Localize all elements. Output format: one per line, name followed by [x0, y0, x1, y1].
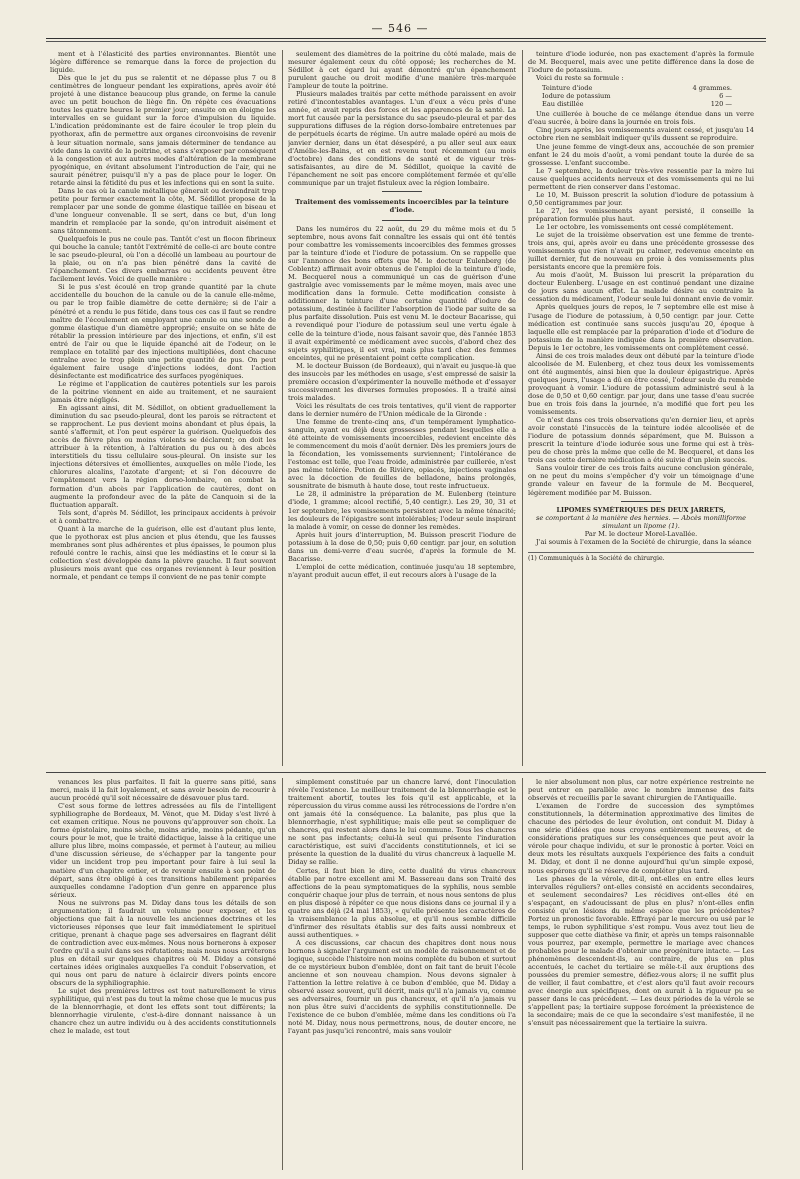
paragraph: Une jeune femme de vingt-deux ans, accouchée de son premier enfant le 24 du mois d'août, a vomi pendant toute la durée de sa grossesse. L'enfant succombe. [528, 142, 754, 167]
formula-quantity: 120 — [710, 100, 732, 109]
paragraph: venances les plus parfaites. Il fait la guerre sans pitié, sans merci, mais il la fait loyalement, et sans avoir besoin de recourir à aucun procédé qu'il soit nécessaire de désavouer plus tard. [50, 778, 276, 803]
paragraph: L'emploi de cette médication, continuée jusqu'au 18 septembre, n'ayant produit aucun effet, il eut recours alors à l'usage de la [288, 562, 516, 579]
paragraph: A ces discussions, car chacun des chapitres dont nous nous bornons à signaler l'argument est un modèle de raisonnement et de logique, succède l'histoire non moins complète du bubon et surtout de ce mystérieux bubon d'emblée, dont on fait tant de bruit l'école ancienne et son nouveau champion. Nous devons signaler à l'attention la lettre relative à ce bubon d'emblée, que M. Diday a observé assez souvent, qu'il décrit, mais qu'il n'a jamais vu, comme ses adversaires, fournir un pus chancreux, et qu'il n'a jamais vu non plus être suivi d'accidents de syphilis constitutionnelle. De l'existence de ce bubon d'emblée, même dans les conditions où l'a noté M. Diday, nous nous permettrons, nous, de douter encore, ne l'ayant pas jusqu'ici rencontré, mais sans vouloir [288, 938, 516, 1036]
formula-quantity: 4 grammes. [692, 84, 732, 93]
column-divider [282, 50, 283, 766]
formula-ingredient: Iodure de potassium [542, 92, 611, 101]
paragraph: Quant à la marche de la guérison, elle est d'autant plus lente, que le pyothorax est plus ancien et plus étendu, que les fausses membranes sont plus adhérentes et plus épaisses, le poumon plus refoulé contre le rachis, ainsi que les médiastins et le cœur si la collection s'est développée dans la plèvre gauche. Il faut souvent plusieurs mois avant que ces organes reviennent à leur position normale, et pendant ce temps il convient de ne pas tenir compte [50, 524, 276, 582]
paragraph: Le sujet des premières lettres est tout naturellement le virus syphilitique, qui n'est pas du tout la même chose que le mucus pus de la blennorrhagie, et dont les effets sont tout différents; la blennorrhagie virulente, c'est-à-dire donnant naissance à un chancre chez un autre individu ou à des accidents constitutionnels chez le malade, est tout [50, 987, 276, 1036]
bottom-column-1 [50, 778, 276, 1173]
section-text: J'ai soumis à l'examen de la Société de chirurgie, dans la séance [536, 537, 752, 546]
paragraph: C'est sous forme de lettres adressées au fils de l'intelligent syphiliographe de Bordeaux, M. Vénot, que M. Diday s'est livré à cet examen critique. Nous ne pouvons qu'approuver son choix. La forme épistolaire, moins sèche, moins aride, moins pédante, qu'un cours pour le mot, que le traité didactique, laisse à la critique une allure plus libre, moins compassée, et permet à l'auteur, au milieu d'une discussion sérieuse, de s'échapper par la tangente pour vider un incident trop peu important pour faire à lui seul la matière d'un chapitre entier, et de revenir ensuite à son point de départ, sans être obligé à ces transitions habilement préparées auxquelles condamne l'adoption d'un genre en apparence plus sérieux. [50, 802, 276, 899]
formula-row [542, 92, 732, 100]
paragraph: Le 1er octobre, les vomissements ont cessé complétement. [536, 222, 734, 231]
separator-rule [382, 191, 422, 192]
footnote: (1) Communiqués à la Société de chirurgie. [528, 552, 754, 563]
paragraph: Le régime et l'application de cautères potentiels sur les parois de la poitrine viennent en aide au traitement, et ne sauraient jamais être négligés. [50, 379, 276, 405]
paragraph: Voici du reste sa formule : [536, 74, 624, 83]
paragraph: Si le pus s'est écoulé en trop grande quantité par la chute accidentelle du bouchon de la canule ou de la canule elle-même, ou par le trop faible diamètre de cette dernière; si de l'air a pénétré et a rendu le pus fétide, dans tous ces cas il faut se rendre maître de l'écoulement en employant une canule ou une sonde de gomme élastique d'un diamètre approprié; ensuite on se hâte de rétablir la pression intérieure par des injections, et enfin, s'il est entré de l'air ou que le liquide épanché ait de l'odeur, on le remplace en totalité par des injections multipliées, dont chacune entraîne avec le trop plein une petite quantité de pus. On peut également faire usage d'injections iodées, dont l'action désinfectante est modificatrice des surfaces pyogéniques. [50, 283, 276, 380]
header-rule-thin [46, 41, 766, 42]
section-title-lipomes: LIPOMES SYMÉTRIQUES DES DEUX JARRETS, [556, 505, 726, 514]
paragraph: Après huit jours d'interruption, M. Buisson prescrit l'iodure de potassium à la dose de 0,50; puis 0,60 centigr. par jour, en solution dans un demi-verre d'eau sucrée, d'après la formule de M. Bacarisse. [288, 530, 516, 563]
paragraph: Ce n'est dans ces trois observations qu'en dernier lieu, et après avoir constaté l'insuccès de la teinture iodée alcoolisée et de l'iodure de potassium donnés séparément, que M. Buisson a prescrit la teinture d'iode iodurée sous une forme qui est à très-peu de chose près la même que celle de M. Becquerel, et dans les trois cas cette dernière médication a été suivie d'un plein succès. [528, 416, 754, 465]
paragraph: Une femme de trente-cinq ans, d'un tempérament lymphatico-sanguin, ayant eu déjà deux grossesses pendant lesquelles elle a été atteinte de vomissements incoercibles, redevient enceinte dès le commencement du mois d'août dernier. Dès les premiers jours de la fécondation, les vomissements surviennent; l'intolérance de l'estomac est telle, que l'eau froide, administrée par cuillerée, n'est pas même tolérée. Potion de Rivière, opiacés, injections vaginales avec la décoction de feuilles de belladone, bains prolongés, sousnitrate de bismuth à haute dose, tout reste infructueux. [288, 418, 516, 491]
formula-list [542, 84, 754, 108]
paragraph: seulement des diamètres de la poitrine du côté malade, mais de mesurer également ceux du côté opposé; les recherches de M. Sédillot à cet égard lui ayant démontré qu'un épanchement purulent gauche ou droit modifie d'une manière très-marquée l'ampleur de toute la poitrine. [288, 50, 516, 91]
paragraph: Le sujet de la troisième observation est une femme de trente-trois ans, qui, après avoir eu dans une précédente grossesse des vomissements que rien n'avait pu calmer, redevenue enceinte en juillet dernier, fut de nouveau en proie à des vomissements plus persistants encore que la première fois. [528, 231, 754, 272]
paragraph: Après quelques jours de repos, le 7 septembre elle est mise à l'usage de l'iodure de potassium, à 0,50 centigr. par jour. Cette médication est continuée sans succès jusqu'au 20, époque à laquelle elle est remplacée par la préparation d'iode et d'iodure de potassium de la manière indiquée dans la première observation. Depuis le 1er octobre, les vomissements ont complétement cessé. [528, 303, 754, 352]
paragraph: ment et à l'élasticité des parties environnantes. Bientôt une légère différence se remarque dans la force de projection du liquide. [50, 50, 276, 75]
paragraph: teinture d'iode iodurée, non pas exactement d'après la formule de M. Becquerel, mais avec une petite différence dans la dose de l'iodure de potassium. [528, 50, 754, 75]
formula-row [542, 84, 732, 92]
header-rule [46, 38, 766, 39]
paragraph: Sans vouloir tirer de ces trois faits aucune conclusion générale, on ne peut du moins s'empêcher d'y voir un témoignage d'une grande valeur en faveur de la formule de M. Becquerel, légèrement modifiée par M. Buisson. [528, 464, 754, 497]
bottom-column-2 [288, 778, 516, 1173]
page-number: — 546 — [371, 22, 429, 35]
column-divider [282, 778, 283, 1170]
paragraph: Le 28, il administre la préparation de M. Eulenberg (teinture d'iode, 1 gramme; alcool rectifié, 5,40 centigr.). Les 29, 30, 31 et 1er septembre, les vomissements persistent avec la même ténacité; les douleurs de l'épigastre sont intolérables; l'odeur seule inspirant la malade à vomir, on cesse de donner les remèdes. [288, 490, 516, 531]
paragraph: Le 10, M. Buisson prescrit la solution d'iodure de potassium à 0,50 centigrammes par jour. [528, 190, 754, 207]
column-divider [522, 50, 523, 766]
separator-rule [382, 220, 422, 221]
paragraph: le nier absolument non plus, car notre expérience restreinte ne peut entrer en parallèle avec le nombre immense des faits observés et recueillis par le savant chirurgien de l'Antiquaille. [528, 778, 754, 803]
formula-ingredient: Teinture d'iode [542, 84, 593, 93]
formula-ingredient: Eau distillée [542, 100, 584, 109]
paragraph: Cinq jours après, les vomissements avaient cessé, et jusqu'au 14 octobre rien ne semblait indiquer qu'ils dussent se reproduire. [528, 126, 754, 143]
section-divider [46, 772, 766, 773]
bottom-column-3 [528, 778, 754, 1173]
top-column-1 [50, 50, 276, 770]
paragraph: Nous ne suivrons pas M. Diday dans tous les détails de son argumentation; il faudrait un volume pour exposer, et les objections que fait à la nouvelle les anciennes doctrines et les victorieuses réponses que leur fait immédiatement le spirituel critique, prenant à chaque page ses adversaires en flagrant délit de contradiction avec eux-mêmes. Nous nous bornerons à exposer l'ordre qu'il a suivi dans ses réfutations; mais nous nous arrêterons plus en détail sur quelques chapitres où M. Diday a consigné certaines idées originales auxquelles l'a conduit l'observation, et qui nous ont paru de nature à éclaircir divers points encore obscurs de la syphiliographie. [50, 898, 276, 988]
section-subtitle-lipomes: se comportant à la manière des hernies. — Abcès monilliforme simulant un lipome (1). [535, 513, 747, 530]
paragraph: Plusieurs malades traités par cette méthode paraissent en avoir retiré d'incontestables avantages. L'un d'eux a vécu près d'une année, et avait repris des forces et les apparences de la santé. La mort fut causée par la persistance du sac pseudo-pleural et par des suppurations diffuses de la région dorso-lombaire entretenues par de perpétuels écarts de régime. Un autre malade opéré au mois de janvier dernier, dans un état désespéré, a pu aller seul aux eaux d'Amélie-les-Bains, et en est revenu tout récemment (au mois d'octobre) dans des conditions de santé et de vigueur très-satisfaisantes, au dire de M. Sédillot, quoique la cavité de l'épanchement ne soit pas encore complétement fermée et qu'elle communique par un trajet fistuleux avec la région lombaire. [288, 90, 516, 187]
paragraph: Tels sont, d'après M. Sédillot, les principaux accidents à prévoir et à combattre. [50, 508, 276, 525]
separator-rule [621, 501, 661, 502]
paragraph: Le 27, les vomissements ayant persisté, il conseille la préparation formulée plus haut. [528, 206, 754, 223]
paragraph: M. le docteur Buisson (de Bordeaux), qui n'avait eu jusque-là que des insuccès par les méthodes en usage, s'est empressé de saisir la première occasion d'expérimenter la nouvelle méthode et d'essayer successivement les diverses formules proposées. Il a traité ainsi trois malades. [288, 361, 516, 402]
column-divider [522, 778, 523, 1170]
top-column-3 [528, 50, 754, 770]
paragraph: Dans les numéros du 22 août, du 29 du même mois et du 5 septembre, nous avons fait connaître les essais qui ont été tentés pour combattre les vomissements incoercibles des femmes grosses par la teinture d'iode et l'iodure de potassium. On se rappelle que sur l'annonce des bons effets que M. le docteur Eulenberg (de Coblentz) affirmait avoir obtenus de l'emploi de la teinture d'iode, M. Becquerel nous a communiqué un cas de guérison d'une gastralgie avec vomissements par le même moyen, mais avec une modification dans la formule. Cette modification consiste à additionner la teinture d'une certaine quantité d'iodure de potassium, destinée à faciliter l'absorption de l'iode par suite de sa plus parfaite dissolution. Puis est venu M. le docteur Bacarisse, qui a revendiqué pour l'iodure de potassium seul une vertu égale à celle de la teinture d'iode, nous faisant savoir que, dès l'année 1853 il avait expérimenté ce médicament avec succès, d'abord chez des sujets syphilitiques, il est vrai, mais plus tard chez des femmes enceintes, qui ne présentaient point cette complication. [288, 224, 516, 362]
paragraph: Voici les résultats de ces trois tentatives, qu'il vient de rapporter dans le dernier numéro de l'Union médicale de la Gironde : [288, 401, 516, 418]
paragraph: Dans le cas où la canule métallique gênerait ou deviendrait trop petite pour fermer exactement la côte, M. Sédillot propose de la remplacer par une sonde de gomme élastique taillée en biseau et d'une longueur convenable. Il se sert, dans ce but, d'un long mandrin et remplacée par la sonde, qu'on introduit aisément et sans tâtonnement. [50, 186, 276, 236]
section-author: Par M. le docteur Morel-Lavallée. [584, 529, 698, 538]
paragraph: Quelquefois le pus ne coule pas. Tantôt c'est un flocon fibrineux qui bouche la canule; tantôt l'extrémité de celle-ci arc boute contre le sac pseudo-pleural, où l'on a décollé un lambeau au pourtour de la plaie, ou on n'a pas bien pénétré dans la cavité de l'épanchement. Ces divers embarras ou accidents peuvent être facilement levés. Voici de quelle manière : [50, 235, 276, 284]
top-column-2 [288, 50, 516, 770]
formula-quantity: 6 — [719, 92, 732, 101]
paragraph: Au mois d'août, M. Buisson lui prescrit la préparation du docteur Eulenberg. L'usage en est continué pendant une dizaine de jours sans aucun effet. La malade désire au contraire la cessation du médicament, l'odeur seule lui donnant envie de vomir. [528, 271, 754, 304]
paragraph: En agissant ainsi, dit M. Sédillot, on obtient graduellement la diminution du sac pseudo-pleural, dont les parois se rétractent et se rapprochent. Le pus devient moins abondant et plus épais, la santé s'affermit, et l'on peut espérer la guérison. Quelquefois des accès de fièvre plus ou moins violents se déclarent; on doit les attribuer à la rétention, à l'altération du pus ou à des abcès interstitiels du tissu cellulaire sous-pleural. On insiste sur les injections détersives et émollientes, auxquelles on mêle l'iode, les chlorures alcalins, l'azotate d'argent; et si l'on découvre de l'empâtement vers la région dorso-lombaire, on combat la formation d'un abcès par l'application de cautères, dont on augmente la profondeur avec de la pâte de Canquoin si de la fluctuation apparaît. [50, 404, 276, 509]
paragraph: Dès que le jet du pus se ralentit et ne dépasse plus 7 ou 8 centimètres de longueur pendant les expirations, après avoir été projeté à une distance beaucoup plus grande, on ferme la canule avec un petit bouchon de liège fin. On répète ces évacuations toutes les quatre heures le premier jour; ensuite on en éloigne les intervalles en se guidant sur la force d'impulsion du liquide. L'indication prédominante est de faire écouler le trop plein du pyothorax, afin de permettre aux organes circonvoisins de revenir à leur situation normale, sans jamais déterminer de tendance au vide dans la cavité de la poitrine, et sans s'exposer par conséquent à la congestion et aux autres modes d'altération de la membrane pyogénique, en évitant absolument l'introduction de l'air, qui ne saurait pénétrer, puisqu'il n'y a pas de place pour le loger. On retarde ainsi la fétidité du pus et les infections qui en sont la suite. [50, 74, 276, 187]
paragraph: Les phases de la vérole, dit-il, ont-elles en entre elles leurs intervalles réguliers? ont-elles consisté en accidents secondaires, et seulement secondaires? Les récidives ont-elles été en s'espaçant, en s'adoucissant de plus en plus? n'ont-elles enfin consisté qu'en lésions du même espèce que les précédentes? Portez un pronostic favorable. Effrayé par le mercure ou usé par le temps, le rubon syphilitique s'est rompu. Vous avez tout lieu de supposer que cette diathèse va finir, et après un temps raisonnable vous pourrez, par exemple, permettre le mariage avec chances probables pour le malade d'obtenir une progéniture intacte. — Les phénomènes descendent-ils, au contraire, de plus en plus accentués, le cachet du tertiaire se mêle-t-il aux éruptions des poussées du premier semestre, défiez-vous alors; il ne suffit plus de veiller, il faut combattre, et c'est alors qu'il faut avoir recours avec énergie aux spécifiques, dont on aurait à la rigueur pu se passer dans le cas précédent. — Les deux périodes de la vérole se s'appellent pas; la tertiaire suppose forcément la préexistence de la secondaire; mais de ce que la secondaire s'est manifestée, il ne s'ensuit pas nécessairement que la tertiaire la suivra. [528, 874, 754, 1028]
paragraph: Une cuillerée à bouche de ce mélange étendue dans un verre d'eau sucrée, à boire dans la journée en trois fois. [528, 110, 754, 127]
section-title-vomissements: Traitement des vomissements incoercibles par la teinture d'iode. [295, 197, 509, 214]
paragraph: Certes, il faut bien le dire, cette dualité du virus chancreux établie par notre excellent ami M. Bassereau dans son Traité des affections de la peau symptomatiques de la syphilis, nous semble conquérir chaque jour plus de terrain, et nous nous sentons de plus en plus disposé à répéter ce que nous disions dans ce journal il y a quatre ans déjà (24 mai 1853), « qu'elle présente les caractères de la vraisemblance la plus absolue, et qu'il nous semble difficile d'infirmer des résultats établis sur des faits aussi nombreux et aussi authentiques. » [288, 866, 516, 939]
paragraph: Le 7 septembre, la douleur très-vive ressentie par la mère lui cause quelques accidents nerveux et des vomissements qui ne lui permettent de rien conserver dans l'estomac. [528, 166, 754, 191]
paragraph: simplement constituée par un chancre larvé, dont l'inoculation révèle l'existence. Le meilleur traitement de la blennorrhagie est le traitement abortif, toutes les fois qu'il est applicable, et la répercussion du virus comme aussi les rétrocessions de l'ordre n'en ont jamais été la conséquence. La balanite, pas plus que la blennorrhagie, n'est syphilitique; mais elle peut se compliquer de chancres, qui restent alors dans le lui commune. Tous les chancres ne sont pas infectants; celui-là seul qui présente l'induration caractéristique, est suivi d'accidents constitutionnels, et ici se présente la question de la dualité du virus chancreux à laquelle M. Diday se rallie. [288, 778, 516, 867]
paragraph: Ainsi de ces trois malades deux ont débuté par la teinture d'iode alcoolisée de M. Eulenberg, et chez tous deux les vomissements ont été augmentés, ainsi bien que la douleur épigastrique. Après quelques jours, l'usage a dû en être cessé, l'odeur seule du remède provoquant à vomir. L'iodure de potassium administré seul à la dose de 0,50 et 0,60 centigr. par jour, dans une tasse d'eau sucrée bue en trois fois dans la journée, n'a modifié que fort peu les vomissements. [528, 351, 754, 417]
formula-row [542, 100, 732, 108]
paragraph: L'examen de l'ordre de succession des symptômes constitutionnels, la détermination approximative des limites de chacune des périodes de leur évolution, ont conduit M. Diday à une série d'idées que nous croyons entièrement neuves, et de considérations pratiques sur les conséquences que peut avoir la vérole pour chaque individu, et sur le pronostic à porter. Voici en deux mots les résultats auxquels l'expérience des faits a conduit M. Diday, et dont il ne donne aujourd'hui qu'un simple exposé, nous espérons qu'il se réserve de compléter plus tard. [528, 802, 754, 875]
